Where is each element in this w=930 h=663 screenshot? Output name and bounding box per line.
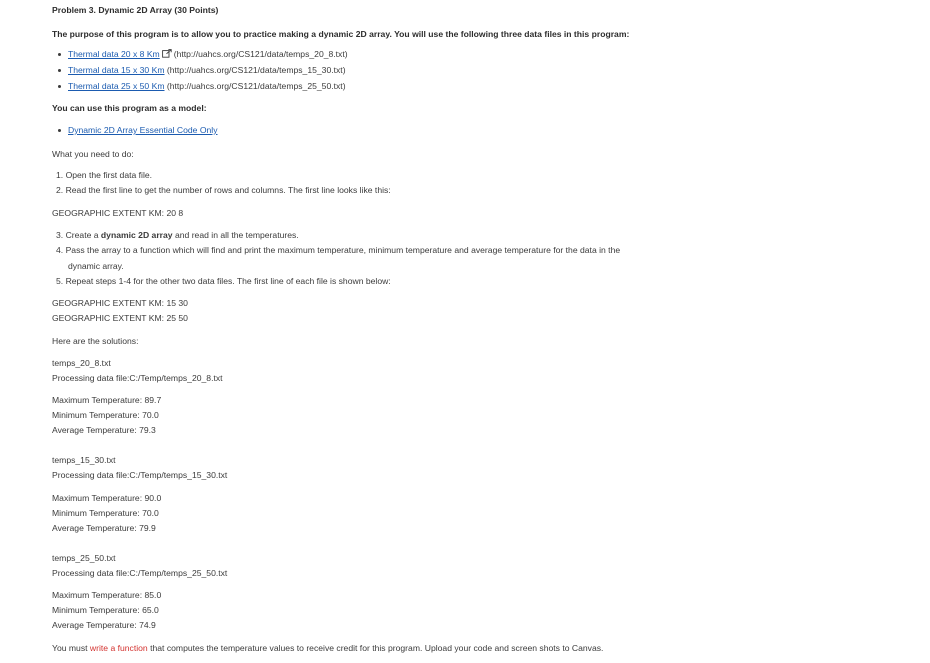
step-text: Pass the array to a function which will find and print the maximum temperature, minimum temperature and average temperature for the data in the — [65, 245, 621, 255]
footer-text: You must — [52, 643, 90, 653]
solution-processing: Processing data file:C:/Temp/temps_25_50.txt — [52, 568, 228, 578]
step-text: Read the first line to get the number of rows and columns. The first line looks like this: — [65, 185, 391, 195]
solution-avg: Average Temperature: 79.9 — [52, 523, 156, 533]
bullet — [58, 85, 61, 88]
step-number: 1. — [56, 170, 64, 180]
solution-processing: Processing data file:C:/Temp/temps_15_30.txt — [52, 470, 228, 480]
bullet — [58, 69, 61, 72]
intro-text: The purpose of this program is to allow you to practice making a dynamic 2D array. You will use the following three data files in this program: — [52, 29, 630, 39]
bullet — [58, 129, 61, 132]
step-number: 5. — [56, 276, 64, 286]
data-file-link-25x50[interactable]: Thermal data 25 x 50 Km — [68, 81, 165, 91]
solution-max: Maximum Temperature: 85.0 — [52, 590, 162, 600]
solution-min: Minimum Temperature: 70.0 — [52, 410, 159, 420]
solution-filename: temps_25_50.txt — [52, 553, 116, 563]
data-file-link-15x30[interactable]: Thermal data 15 x 30 Km — [68, 65, 165, 75]
data-file-url: (http://uahcs.org/CS121/data/temps_25_50.txt) — [166, 81, 346, 91]
step-item — [56, 276, 391, 287]
step-item — [56, 170, 152, 181]
solution-filename: temps_20_8.txt — [52, 358, 111, 368]
data-file-item — [68, 49, 348, 60]
step-text-part: and read in all the temperatures. — [172, 230, 299, 240]
step-text — [66, 230, 299, 240]
solutions-heading: Here are the solutions: — [52, 336, 139, 346]
model-item — [68, 125, 218, 136]
footer-highlight: write a function — [89, 643, 148, 653]
solution-min: Minimum Temperature: 70.0 — [52, 508, 159, 518]
footer-note — [52, 643, 603, 654]
step-text-part: Create a — [65, 230, 101, 240]
external-link-icon[interactable] — [162, 49, 172, 58]
solution-filename: temps_15_30.txt — [52, 455, 116, 465]
model-code-link[interactable]: Dynamic 2D Array Essential Code Only — [68, 125, 218, 135]
solution-avg: Average Temperature: 79.3 — [52, 425, 156, 435]
bullet — [58, 53, 61, 56]
solution-avg: Average Temperature: 74.9 — [52, 620, 156, 630]
extent-example: GEOGRAPHIC EXTENT KM: 15 30 — [52, 298, 188, 308]
todo-heading: What you need to do: — [52, 149, 134, 159]
step-item — [56, 245, 620, 256]
step-text: Repeat steps 1-4 for the other two data files. The first line of each file is shown below: — [65, 276, 391, 286]
step-number: 2. — [56, 185, 64, 195]
data-file-item — [68, 81, 346, 92]
solution-processing: Processing data file:C:/Temp/temps_20_8.txt — [52, 373, 223, 383]
step-text: Open the first data file. — [65, 170, 153, 180]
problem-title: Problem 3. Dynamic 2D Array (30 Points) — [52, 5, 219, 15]
solution-max: Maximum Temperature: 89.7 — [52, 395, 162, 405]
solution-max: Maximum Temperature: 90.0 — [52, 493, 162, 503]
data-file-url: (http://uahcs.org/CS121/data/temps_15_30.txt) — [166, 65, 346, 75]
footer-text: that computes the temperature values to receive credit for this program. Upload your code and screen shots to Canvas. — [147, 643, 604, 653]
data-file-item — [68, 65, 346, 76]
extent-example: GEOGRAPHIC EXTENT KM: 25 50 — [52, 313, 188, 323]
step-text-continued: dynamic array. — [68, 261, 124, 271]
step-bold-text: dynamic 2D array — [100, 230, 173, 240]
model-heading: You can use this program as a model: — [52, 103, 207, 113]
solution-min: Minimum Temperature: 65.0 — [52, 605, 159, 615]
data-file-url: (http://uahcs.org/CS121/data/temps_20_8.txt) — [173, 49, 348, 59]
extent-example: GEOGRAPHIC EXTENT KM: 20 8 — [52, 208, 184, 218]
data-file-link-20x8[interactable]: Thermal data 20 x 8 Km — [68, 49, 160, 59]
step-item — [56, 185, 391, 196]
step-number: 3. — [56, 230, 64, 240]
step-number: 4. — [56, 245, 64, 255]
step-item — [56, 230, 299, 241]
